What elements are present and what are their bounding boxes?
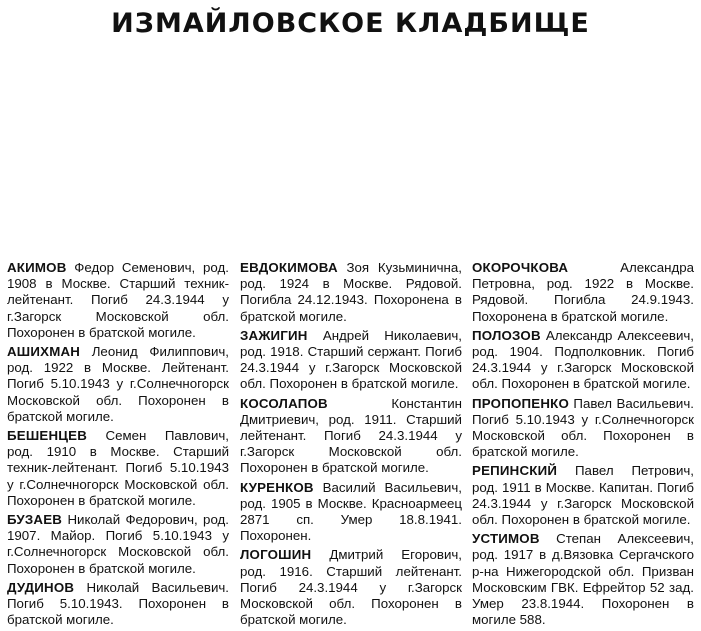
column-3 bbox=[472, 260, 694, 631]
entry-text: Дмитрий Егорович, род. 1916. Старший лейтенант. Погиб 24.3.1944 у г.Загорск Московской обл. Похоронен в братской могиле. bbox=[240, 547, 462, 628]
burial-entry bbox=[472, 328, 694, 393]
burial-entry bbox=[472, 531, 694, 628]
burial-entry bbox=[472, 260, 694, 325]
entry-surname: БЕШЕНЦЕВ bbox=[7, 428, 88, 444]
burial-entry bbox=[7, 260, 229, 341]
entry-text: Александр Алексеевич, род. 1904. Подполковник. Погиб 24.3.1944 у г.Загорск Московской обл. Похоронен в братской могиле. bbox=[472, 327, 694, 392]
burial-entry bbox=[240, 480, 462, 545]
burial-entry bbox=[7, 512, 229, 577]
column-2 bbox=[240, 260, 462, 631]
burial-entry bbox=[240, 396, 462, 477]
entry-text: Семен Павлович, род. 1910 в Москве. Старший техник-лейтенант. Погиб 5.10.1943 у г.Солнечногорск Московской обл. Похоронен в братской могиле. bbox=[7, 428, 229, 508]
entry-surname: ПРОПОПЕНКО bbox=[472, 395, 569, 411]
burial-entry bbox=[240, 547, 462, 628]
entry-text: Константин Дмитриевич, род. 1911. Старший лейтенант. Погиб 24.3.1944 у г.Загорск Московской обл. Похоронен в братской могиле. bbox=[240, 395, 462, 476]
burial-entry bbox=[7, 428, 229, 509]
entry-text: Федор Семенович, род. 1908 в Москве. Старший техник-лейтенант. Погиб 24.3.1944 у г.Загорск Московской обл. Похоронен в братской могиле. bbox=[7, 260, 229, 340]
entry-text: Александра Петровна, род. 1922 в Москве. Рядовой. Погибла 24.9.1943. Похоронена в братской могиле. bbox=[472, 260, 694, 324]
entry-text: Степан Алексеевич, род. 1917 в д.Вязовка Сергачского р-на Нижегородской обл. Призван Московским ГВК. Ефрейтор 52 зад. Умер 23.8.1944. Похоронен в могиле 588. bbox=[472, 531, 694, 628]
burial-entry bbox=[240, 328, 462, 393]
entry-text: Николай Васильевич. Погиб 5.10.1943. Похоронен в братской могиле. bbox=[7, 579, 229, 628]
entry-surname: КУРЕНКОВ bbox=[240, 479, 314, 495]
entry-text: Павел Петрович, род. 1911 в Москве. Капитан. Погиб 24.3.1944 у г.Загорск Московской обл. Похоронен в братской могиле. bbox=[472, 463, 694, 528]
entry-surname: ДУДИНОВ bbox=[7, 579, 75, 595]
column-1 bbox=[7, 260, 229, 631]
burial-entry bbox=[7, 580, 229, 629]
entry-surname: РЕПИНСКИЙ bbox=[472, 463, 558, 479]
entry-surname: ЕВДОКИМОВА bbox=[240, 260, 338, 275]
entry-surname: АКИМОВ bbox=[7, 260, 67, 275]
entry-surname: БУЗАЕВ bbox=[7, 512, 63, 528]
burial-entry bbox=[472, 463, 694, 528]
entry-text: Павел Васильевич. Погиб 5.10.1943 у г.Солнечногорск Московской обл. Похоронен в братской могиле. bbox=[472, 395, 694, 460]
entry-surname: ОКОРОЧКОВА bbox=[472, 260, 569, 275]
entry-surname: ЛОГОШИН bbox=[240, 547, 312, 563]
burial-entry bbox=[472, 396, 694, 461]
entry-text: Леонид Филиппович, род. 1922 в Москве. Лейтенант. Погиб 5.10.1943 у г.Солнечногорск Московской обл. Похоронен в братской могиле. bbox=[7, 344, 229, 424]
entry-surname: КОСОЛАПОВ bbox=[240, 395, 328, 411]
entry-surname: ПОЛОЗОВ bbox=[472, 327, 541, 343]
entry-surname: АШИХМАН bbox=[7, 344, 81, 360]
entry-text: Зоя Кузьминична, род. 1924 в Москве. Рядовой. Погибла 24.12.1943. Похоронена в братской могиле. bbox=[240, 260, 462, 324]
burial-entry bbox=[240, 260, 462, 325]
entry-text: Василий Васильевич, род. 1905 в Москве. Красноармеец 2871 сп. Умер 18.8.1941. Похоронен. bbox=[240, 479, 462, 544]
burial-entry bbox=[7, 344, 229, 425]
entry-text: Андрей Николаевич, род. 1918. Старший сержант. Погиб 24.3.1944 у г.Загорск Московской обл. Похоронен в братской могиле. bbox=[240, 327, 462, 392]
entry-surname: УСТИМОВ bbox=[472, 531, 540, 547]
entry-surname: ЗАЖИГИН bbox=[240, 327, 308, 343]
page-title: ИЗМАЙЛОВСКОЕ КЛАДБИЩЕ bbox=[111, 8, 590, 39]
entry-text: Николай Федорович, род. 1907. Майор. Погиб 5.10.1943 у г.Солнечногорск Московской обл. Похоронен в братской могиле. bbox=[7, 512, 229, 576]
